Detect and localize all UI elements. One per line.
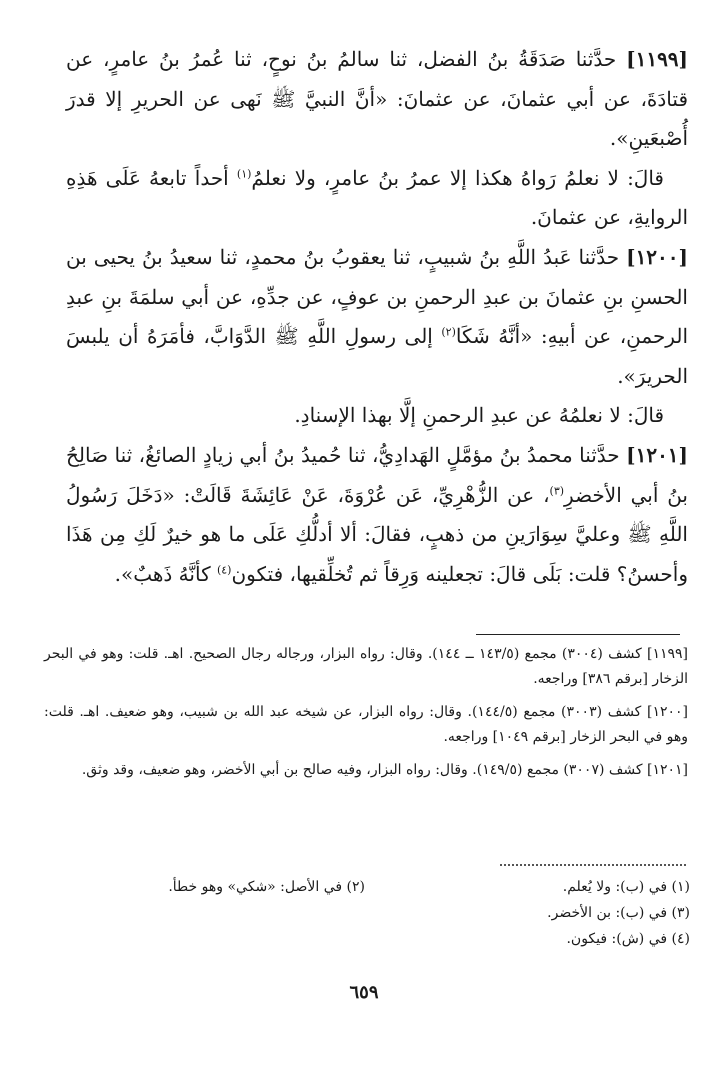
hadith-1200 [66,238,688,396]
hadith-text: حدَّثنا محمدُ بنُ مؤمَّلٍ الهَدادِيُّ، ثنا حُميدُ بنُ أبي زيادٍ الصائغُ، ثنا صَالِحُ بنُ أبي الأخضرِ [66,442,688,507]
main-text [66,40,688,594]
footnote-row [40,926,690,952]
footnotes-section [40,874,690,952]
footnote-4: (٤) في (ش): فيكون. [566,931,690,947]
footnote-3: (٣) في (ب): بن الأخضر. [547,905,690,921]
hadith-text: حدَّثنا صَدَقَةُ بنُ الفضل، ثنا سالمُ بنُ نوحٍ، ثنا عُمرُ بنُ عامرٍ، عن قتادَةَ، عن أبي عثمانَ، عن عثمانَ: «أنَّ النبيَّ ﷺ نَهى عن الحريرِ إلا قدرَ أُصْبعَينِ». [66,47,688,151]
page-number: ٦٥٩ [349,982,379,1003]
hadith-number: [١٢٠٠] [626,244,688,269]
footnote-ref: (٣) [549,483,565,497]
footnote-divider [500,864,686,866]
hadith-remark [66,396,688,436]
footnote-ref: (٢) [441,325,456,339]
hadith-1199 [66,40,688,159]
hadith-number: [١١٩٩] [626,47,689,71]
footnote-ref: (٤) [216,563,232,577]
footnote-ref: (١) [236,167,252,181]
remark-text: أحداً تابعهُ عَلَى هَذِهِ الروايةِ، عن عثمانَ. [66,165,688,230]
hadith-text: حدَّثنا عَبدُ اللَّهِ بنُ شبيبٍ، ثنا يعقوبُ بنُ محمدٍ، ثنا سعيدُ بنُ يحيى بن الحسنِ بنِ عثمانَ بن عبدِ الرحمنِ بن عوفٍ، عن جدِّهِ، عن أبي سلمَةَ بنِ عبدِ الرحمنِ، عن أبيهِ: «أنَّهُ شَكَا [66,244,688,349]
references-section [44,642,688,791]
remark-text: قالَ: لا نعلمُهُ عن عبدِ الرحمنِ إلَّا بهذا الإسنادِ. [294,403,664,428]
reference-divider [476,634,680,635]
hadith-text: كأنَّهُ ذَهبٌ». [114,561,211,586]
hadith-number: [١٢٠١] [626,442,689,467]
footnote-row [40,900,690,926]
reference-entry: [١٢٠٠] كشف (٣٠٠٣) مجمع (١٤٤/٥). وقال: رواه البزار، عن شيخه عبد الله بن شبيب، وهو ضعيف. اهـ. قلت: وهو في البحر الزخار [برقم ١٠٤٩] وراجعه. [44,704,688,745]
footnote-row [40,874,690,900]
remark-text: قالَ: لا نعلمُ رَواهُ هكذا إلا عمرُ بنُ عامرٍ، ولا نعلمُ [251,165,664,190]
footnote-1: (١) في (ب): ولا يُعلم. [562,879,690,895]
reference-entry: [١٢٠١] كشف (٣٠٠٧) مجمع (١٤٩/٥). وقال: رواه البزار، وفيه صالح بن أبي الأخضر، وهو ضعيف، وقد وثق. [81,762,688,778]
hadith-1201 [66,436,688,594]
reference-entry: [١١٩٩] كشف (٣٠٠٤) مجمع (١٤٣/٥ ــ ١٤٤). وقال: رواه البزار، ورجاله رجال الصحيح. اهـ. قلت: وهو في البحر الزخار [برقم ٣٨٦] وراجعه. [44,646,688,687]
hadith-text: ، عن الزُّهْرِيِّ، عَن عُرْوَةَ، عَنْ عَائِشَةَ قَالَتْ: «دَخَلَ رَسُولُ اللَّهِ ﷺ وعليَّ سِوَارَينِ من ذهبٍ، فقالَ: ألا أدلُّكِ عَلَى ما هو خيرٌ لَكِ مِن هَذَا وأحسنُ؟ قلت: بَلَى قالَ: تجعلينه وَرِقاً ثم تُخلِّقيها، فتكون [66,482,688,586]
footnote-2: (٢) في الأصل: «شكي» وهو خطأ. [168,879,365,895]
hadith-remark [66,159,688,238]
hadith-text: إلى رسولِ اللَّهِ ﷺ الدَّوَابَّ، فأمَرَهُ أن يلبسَ الحريرَ». [66,324,688,388]
